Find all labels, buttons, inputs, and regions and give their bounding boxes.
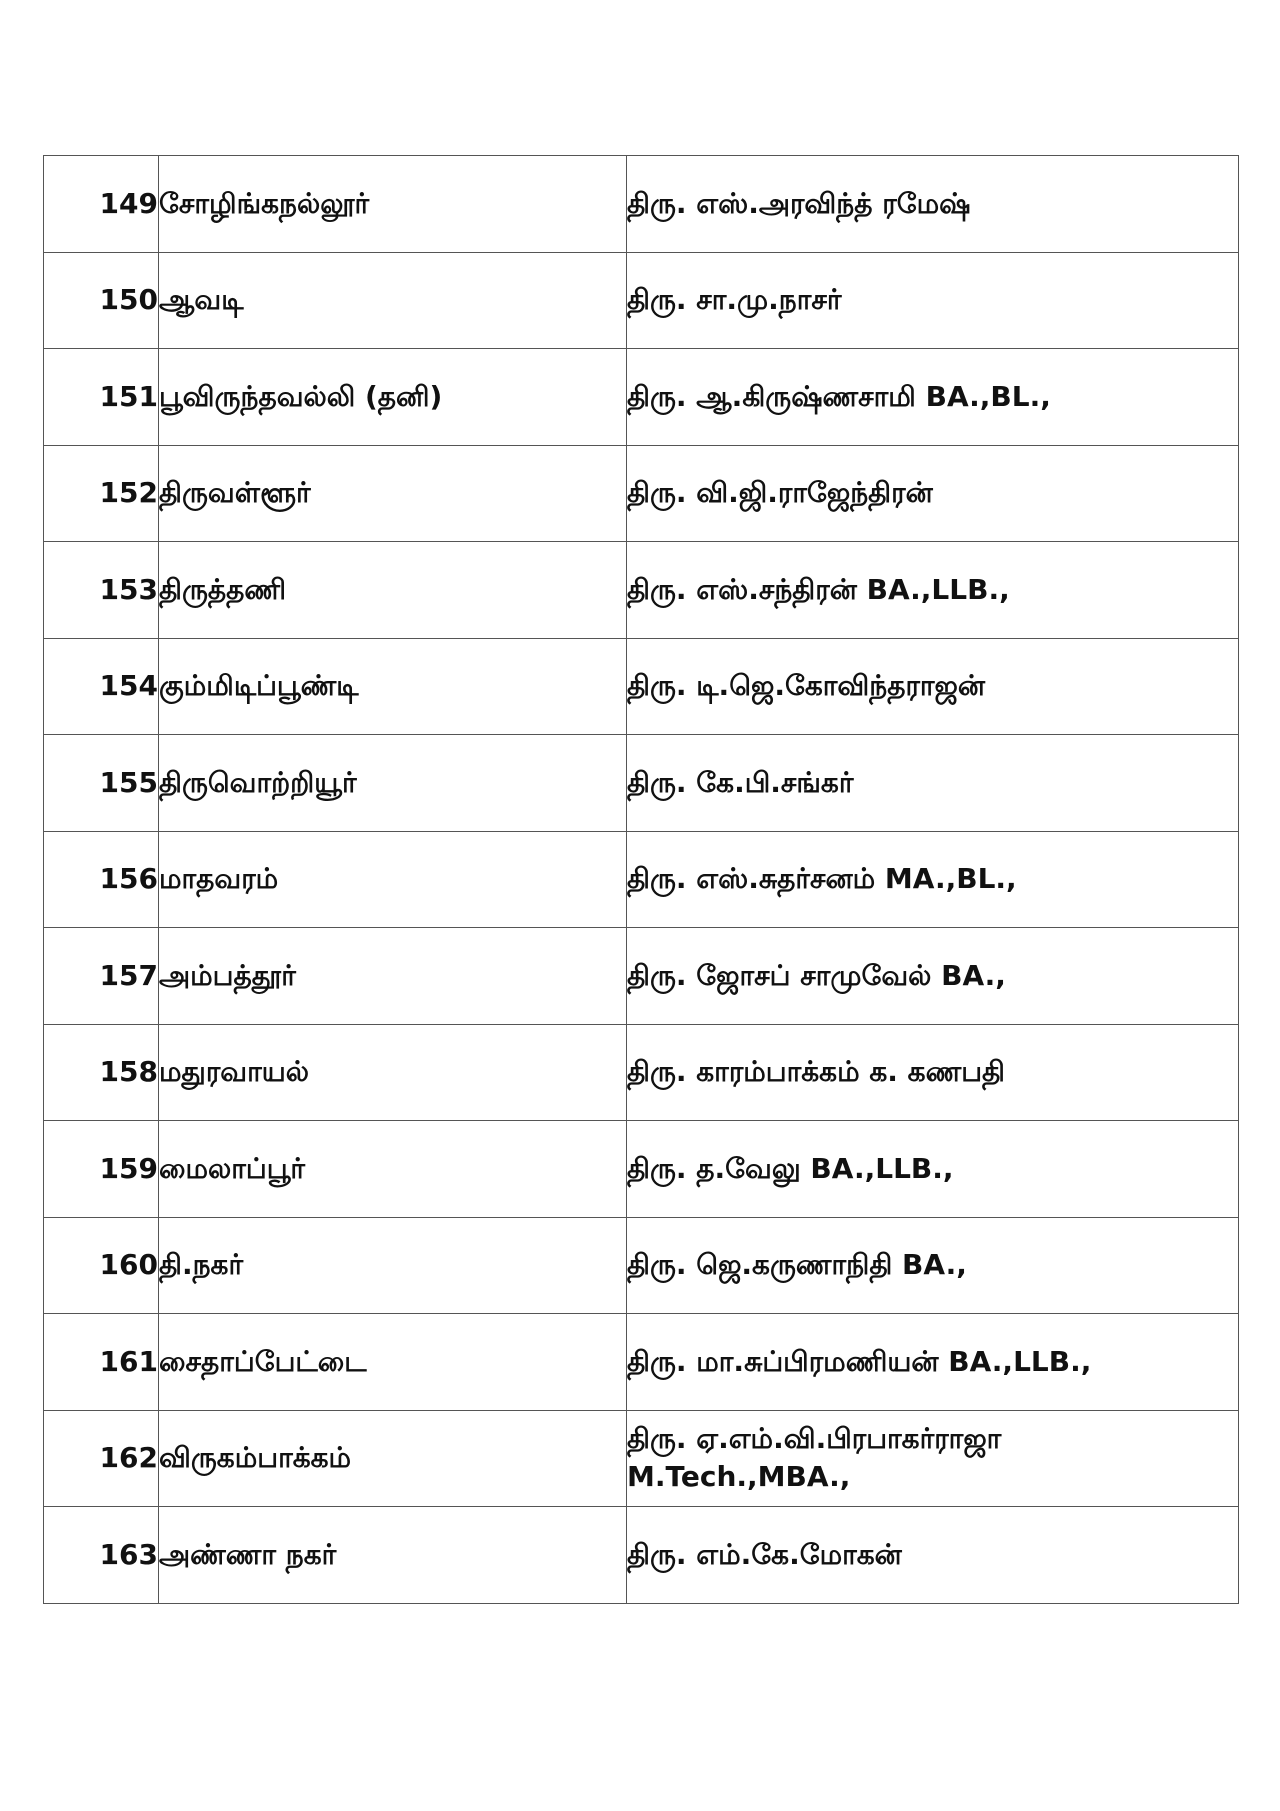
candidate-list-page [43,155,1238,1604]
constituency-name: மாதவரம் [159,831,627,928]
candidate-name [627,1024,1239,1121]
candidate-name-line: திரு. ஜோசப் சாமுவேல் BA., [627,958,1006,992]
table-row [44,831,1239,928]
serial-number: 149 [44,156,159,253]
candidate-name [627,542,1239,639]
constituency-name: சோழிங்கநல்லூர் [159,156,627,253]
table-row [44,1314,1239,1411]
candidate-name-line: திரு. கே.பி.சங்கர் [627,765,854,799]
serial-number: 160 [44,1217,159,1314]
candidate-name-line: திரு. ஏ.எம்.வி.பிரபாகர்ராஜா [627,1422,1002,1456]
constituency-name: பூவிருந்தவல்லி (தனி) [159,349,627,446]
candidate-name [627,1410,1239,1507]
candidate-name [627,1314,1239,1411]
candidate-name-line: திரு. மா.சுப்பிரமணியன் BA.,LLB., [627,1344,1092,1378]
constituency-name: விருகம்பாக்கம் [159,1410,627,1507]
candidate-name-line: திரு. காரம்பாக்கம் க. கணபதி [627,1055,1005,1089]
table-row [44,638,1239,735]
serial-number: 157 [44,928,159,1025]
candidate-name-line: திரு. டி.ஜெ.கோவிந்தராஜன் [627,669,986,703]
serial-number: 151 [44,349,159,446]
candidate-name [627,735,1239,832]
serial-number: 162 [44,1410,159,1507]
candidate-name [627,156,1239,253]
table-row [44,1507,1239,1604]
constituency-name: அம்பத்தூர் [159,928,627,1025]
candidate-name-line: திரு. ஆ.கிருஷ்ணசாமி BA.,BL., [627,379,1051,413]
candidate-name-line: திரு. எஸ்.அரவிந்த் ரமேஷ் [627,186,971,220]
candidate-name-line: திரு. த.வேலு BA.,LLB., [627,1151,954,1185]
candidate-name-line: திரு. ஜெ.கருணாநிதி BA., [627,1248,967,1282]
serial-number: 154 [44,638,159,735]
constituency-name: சைதாப்பேட்டை [159,1314,627,1411]
table-row [44,1121,1239,1218]
candidate-name-line: திரு. சா.மு.நாசர் [627,283,842,317]
table-row [44,1024,1239,1121]
serial-number: 158 [44,1024,159,1121]
serial-number: 155 [44,735,159,832]
constituency-name: ஆவடி [159,252,627,349]
candidate-name [627,638,1239,735]
serial-number: 163 [44,1507,159,1604]
candidate-name-line: திரு. எஸ்.சந்திரன் BA.,LLB., [627,572,1010,606]
candidate-name-line: திரு. எஸ்.சுதர்சனம் MA.,BL., [627,862,1017,896]
candidate-table-body [44,156,1239,1604]
candidate-table [43,155,1239,1604]
candidate-name [627,252,1239,349]
candidate-name-line: M.Tech.,MBA., [627,1460,851,1494]
constituency-name: தி.நகர் [159,1217,627,1314]
candidate-name [627,1507,1239,1604]
table-row [44,349,1239,446]
table-row [44,735,1239,832]
table-row [44,445,1239,542]
candidate-name [627,831,1239,928]
serial-number: 159 [44,1121,159,1218]
candidate-name [627,1121,1239,1218]
candidate-name [627,928,1239,1025]
candidate-name [627,349,1239,446]
table-row [44,156,1239,253]
constituency-name: மைலாப்பூர் [159,1121,627,1218]
candidate-name [627,445,1239,542]
serial-number: 150 [44,252,159,349]
serial-number: 153 [44,542,159,639]
serial-number: 161 [44,1314,159,1411]
constituency-name: மதுரவாயல் [159,1024,627,1121]
table-row [44,542,1239,639]
candidate-name [627,1217,1239,1314]
table-row [44,928,1239,1025]
serial-number: 156 [44,831,159,928]
table-row [44,252,1239,349]
candidate-name-line: திரு. வி.ஜி.ராஜேந்திரன் [627,476,933,510]
table-row [44,1217,1239,1314]
constituency-name: திருத்தணி [159,542,627,639]
constituency-name: அண்ணா நகர் [159,1507,627,1604]
constituency-name: திருவள்ளூர் [159,445,627,542]
serial-number: 152 [44,445,159,542]
constituency-name: கும்மிடிப்பூண்டி [159,638,627,735]
constituency-name: திருவொற்றியூர் [159,735,627,832]
table-row [44,1410,1239,1507]
candidate-name-line: திரு. எம்.கே.மோகன் [627,1537,902,1571]
